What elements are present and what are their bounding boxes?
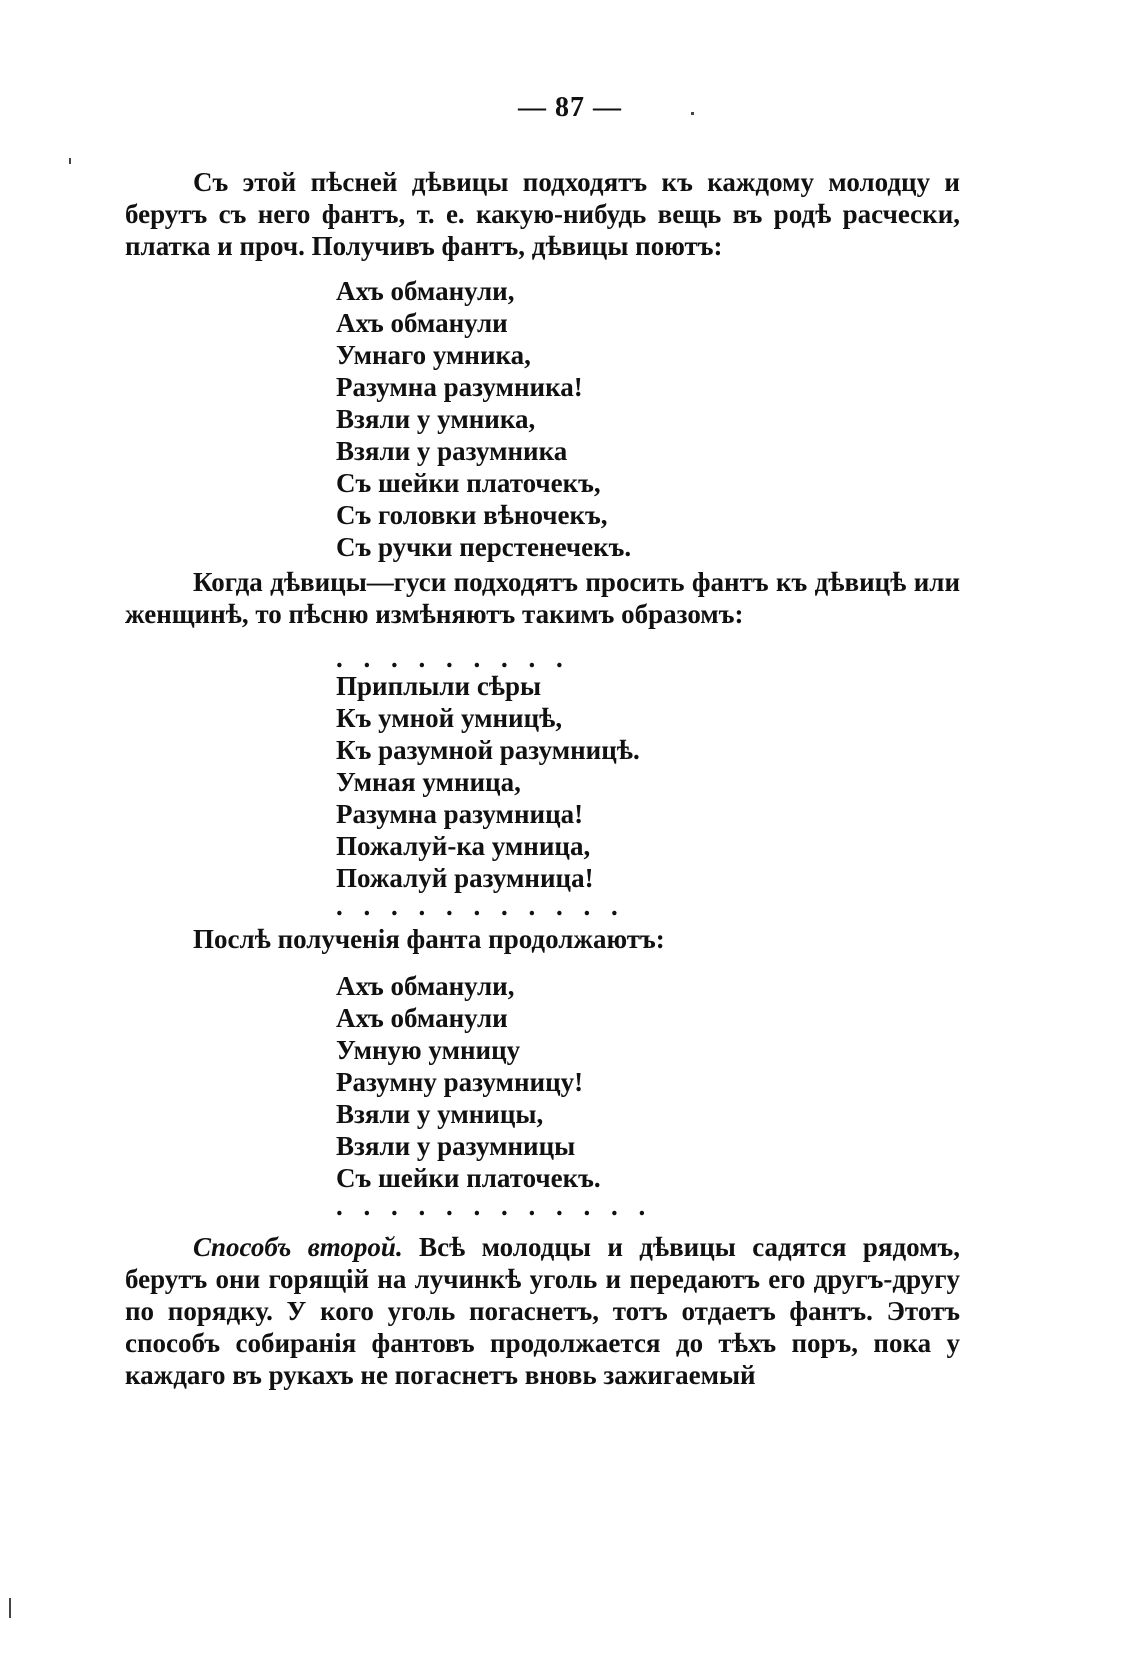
paragraph-4 <box>125 1231 960 1391</box>
song-verse-3 <box>336 970 653 1221</box>
verse-line: Разумна разумница! <box>336 799 584 829</box>
song-verse-1 <box>336 275 631 563</box>
ellipsis-dots: . . . . . . . . . . . <box>336 891 625 921</box>
paragraph-geese <box>125 566 960 630</box>
verse-line: Съ головки вѣночекъ, <box>336 500 608 530</box>
method-heading: Способъ второй. <box>193 1232 403 1262</box>
verse-line: Взяли у умницы, <box>336 1099 544 1129</box>
verse-line: Приплыли сѣры <box>336 671 542 701</box>
paragraph-intro <box>125 166 960 262</box>
paragraph-3: Послѣ полученія фанта продолжаютъ: <box>193 924 665 954</box>
verse-line: Разумну разумницу! <box>336 1067 584 1097</box>
verse-line: Съ шейки платочекъ. <box>336 1163 601 1193</box>
scan-speck <box>69 158 71 164</box>
page-number: — 87 — <box>518 92 622 123</box>
verse-line: Пожалуй-ка умница, <box>336 831 591 861</box>
song-verse-2 <box>336 643 640 921</box>
scan-speck <box>9 1598 11 1618</box>
verse-line: Разумна разумника! <box>336 372 583 402</box>
paragraph-1: Съ этой пѣсней дѣвицы подходятъ къ каждому молодцу и берутъ съ него фантъ, т. е. какую-нибудь вещь въ родѣ расчески, платка и проч. Получивъ фантъ, дѣвицы поютъ: <box>125 167 960 261</box>
method-text: Всѣ молодцы и дѣвицы садятся рядомъ, берутъ они горящій на лучинкѣ уголь и передаютъ его другъ-другу по порядку. У кого уголь погаснетъ, тотъ отдаетъ фантъ. Этотъ способъ собиранія фантовъ продолжается до тѣхъ поръ, пока у каждаго въ рукахъ не погаснетъ вновь зажигаемый <box>125 1232 960 1390</box>
paragraph-after <box>125 923 960 955</box>
paragraph-2: Когда дѣвицы—гуси подходятъ просить фантъ къ дѣвицѣ или женщинѣ, то пѣсню измѣняютъ такимъ образомъ: <box>125 567 960 629</box>
verse-line: Ахъ обманули <box>336 308 508 338</box>
ellipsis-dots: . . . . . . . . . <box>336 643 570 673</box>
verse-line: Умнаго умника, <box>336 340 531 370</box>
scan-speck <box>691 112 694 115</box>
verse-line: Умная умница, <box>336 767 521 797</box>
verse-line: Съ шейки платочекъ, <box>336 468 601 498</box>
verse-line: Съ ручки перстенечекъ. <box>336 532 632 562</box>
verse-line: Ахъ обманули <box>336 1003 508 1033</box>
verse-line: Ахъ обманули, <box>336 971 515 1001</box>
verse-line: Взяли у разумницы <box>336 1131 576 1161</box>
paragraph-second-method <box>125 1231 960 1391</box>
verse-line: Къ умной умницѣ, <box>336 703 563 733</box>
verse-line: Взяли у умника, <box>336 404 536 434</box>
verse-line: Ахъ обманули, <box>336 276 515 306</box>
verse-line: Взяли у разумника <box>336 436 568 466</box>
verse-line: Къ разумной разумницѣ. <box>336 735 640 765</box>
verse-line: Умную умницу <box>336 1035 521 1065</box>
verse-line: Пожалуй разумница! <box>336 863 594 893</box>
ellipsis-dots: . . . . . . . . . . . . <box>336 1191 653 1221</box>
